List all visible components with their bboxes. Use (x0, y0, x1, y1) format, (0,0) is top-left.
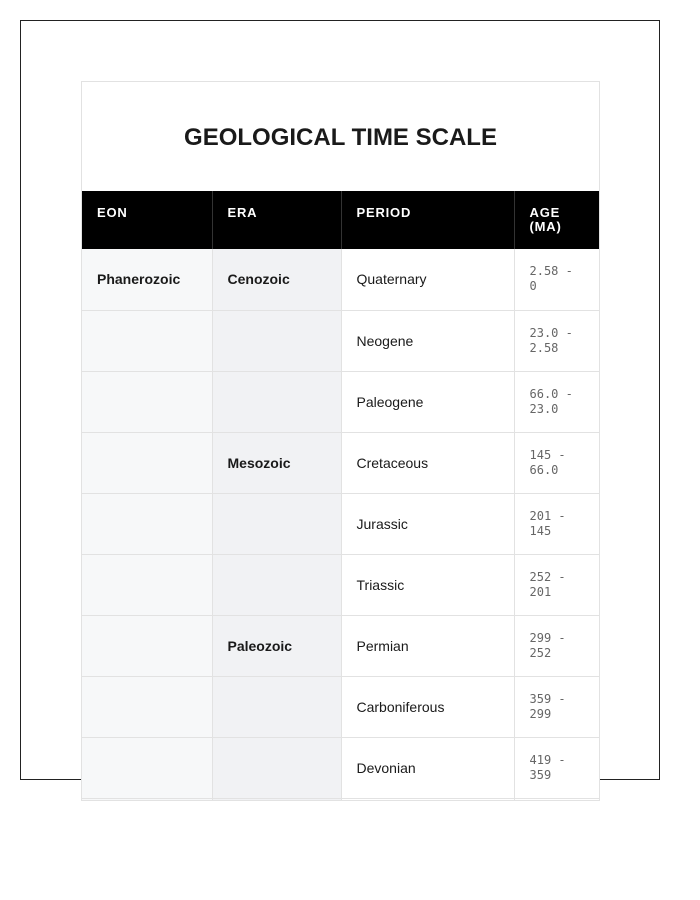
eon-cell (82, 554, 212, 615)
title-area (82, 82, 599, 191)
table-row (82, 432, 600, 493)
table-row (82, 676, 600, 737)
eon-cell (82, 615, 212, 676)
column-header-period: PERIOD (341, 191, 514, 249)
period-cell: Jurassic (341, 493, 514, 554)
period-cell: Neogene (341, 310, 514, 371)
age-cell (514, 249, 600, 310)
time-scale-card (81, 81, 600, 801)
age-cell (514, 554, 600, 615)
era-cell: Mesozoic (212, 432, 341, 493)
era-cell (212, 554, 341, 615)
period-cell: Carboniferous (341, 676, 514, 737)
age-value: 299 - 252 (529, 630, 566, 660)
age-value: 2.58 - 0 (529, 264, 573, 294)
table-row (82, 615, 600, 676)
page-bottom-whitespace (0, 801, 700, 900)
period-cell: Cretaceous (341, 432, 514, 493)
era-cell (212, 310, 341, 371)
eon-cell: Phanerozoic (82, 249, 212, 310)
age-value: 23.0 - 2.58 (529, 325, 573, 355)
time-scale-table (82, 191, 600, 801)
column-header-age (514, 191, 600, 249)
period-cell: Devonian (341, 737, 514, 798)
age-cell (514, 737, 600, 798)
era-cell: Cenozoic (212, 249, 341, 310)
eon-cell (82, 737, 212, 798)
era-cell (212, 371, 341, 432)
age-value: 66.0 - 23.0 (529, 386, 573, 416)
age-cell (514, 432, 600, 493)
age-cell (514, 615, 600, 676)
period-cell: Paleogene (341, 371, 514, 432)
age-value: 145 - 66.0 (529, 447, 566, 477)
age-cell (514, 371, 600, 432)
column-header-eon: EON (82, 191, 212, 249)
period-cell: Quaternary (341, 249, 514, 310)
era-cell: Paleozoic (212, 615, 341, 676)
era-cell (212, 676, 341, 737)
age-value: 419 - 359 (529, 752, 566, 782)
eon-cell (82, 432, 212, 493)
table-row (82, 371, 600, 432)
table-row (82, 310, 600, 371)
eon-cell (82, 310, 212, 371)
age-value: 359 - 299 (529, 691, 566, 721)
table-row (82, 554, 600, 615)
eon-cell (82, 371, 212, 432)
page-title: GEOLOGICAL TIME SCALE (184, 123, 497, 151)
period-cell: Triassic (341, 554, 514, 615)
eon-cell (82, 493, 212, 554)
age-cell (514, 676, 600, 737)
age-value: 252 - 201 (529, 569, 566, 599)
era-cell (212, 737, 341, 798)
age-cell (514, 493, 600, 554)
era-cell (212, 493, 341, 554)
table-row (82, 737, 600, 798)
column-header-era: ERA (212, 191, 341, 249)
table-row (82, 249, 600, 310)
table-header (82, 191, 600, 249)
period-cell: Permian (341, 615, 514, 676)
table-row (82, 493, 600, 554)
age-header-label: AGE (MA) (529, 205, 562, 234)
eon-cell (82, 676, 212, 737)
age-value: 201 - 145 (529, 508, 566, 538)
age-cell (514, 310, 600, 371)
table-body (82, 249, 600, 801)
